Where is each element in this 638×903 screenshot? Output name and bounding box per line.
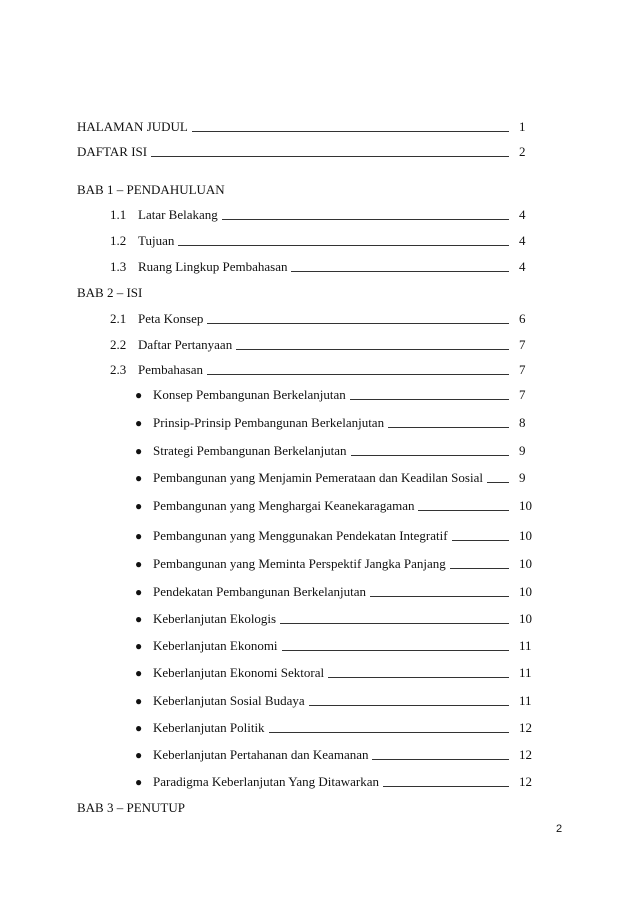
toc-entry-title: Peta Konsep — [138, 311, 204, 326]
toc-entry-page: 4 — [519, 259, 526, 274]
toc-entry-title: Pembahasan — [138, 362, 203, 377]
bullet-icon: ● — [135, 694, 143, 708]
dot-leader — [372, 759, 509, 760]
dot-leader — [309, 705, 509, 706]
section-number: 2.2 — [110, 337, 127, 352]
dot-leader — [328, 677, 509, 678]
toc-entry-title: Konsep Pembangunan Berkelanjutan — [153, 387, 346, 402]
toc-entry-title: Tujuan — [138, 233, 175, 248]
dot-leader — [151, 156, 509, 157]
toc-entry-page: 7 — [519, 337, 526, 352]
toc-entry-title: Keberlanjutan Pertahanan dan Keamanan — [153, 747, 369, 762]
toc-entry-title: Keberlanjutan Ekonomi Sektoral — [153, 665, 325, 680]
toc-entry-page: 9 — [519, 443, 526, 458]
toc-bullet-entry — [135, 497, 541, 515]
toc-bullet-entry — [135, 719, 541, 737]
bullet-icon: ● — [135, 585, 143, 599]
dot-leader — [192, 131, 509, 132]
toc-entry-page: 9 — [519, 470, 526, 485]
dot-leader — [178, 245, 509, 246]
toc-entry-page: 11 — [519, 693, 532, 708]
dot-leader — [269, 732, 509, 733]
dot-leader — [207, 374, 509, 375]
bullet-icon: ● — [135, 499, 143, 513]
dot-leader — [450, 568, 509, 569]
dot-leader — [291, 271, 509, 272]
toc-entry — [110, 310, 541, 328]
dot-leader — [452, 540, 509, 541]
toc-bullet-entry — [135, 583, 541, 601]
toc-entry-title: Keberlanjutan Ekonomi — [153, 638, 278, 653]
bullet-icon: ● — [135, 444, 143, 458]
toc-entry-title: Latar Belakang — [138, 207, 218, 222]
toc-entry-page: 2 — [519, 144, 526, 159]
section-number: 2.1 — [110, 311, 127, 326]
dot-leader — [351, 455, 509, 456]
dot-leader — [350, 399, 509, 400]
bullet-icon: ● — [135, 529, 143, 543]
toc-bullet-entry — [135, 773, 541, 791]
toc-entry-page: 10 — [519, 556, 532, 571]
toc-entry-page: 11 — [519, 665, 532, 680]
toc-entry-title: Keberlanjutan Ekologis — [153, 611, 277, 626]
toc-entry-page: 10 — [519, 611, 532, 626]
toc-entry-title: Keberlanjutan Politik — [153, 720, 265, 735]
toc-entry-title: Strategi Pembangunan Berkelanjutan — [153, 443, 347, 458]
toc-bullet-entry — [135, 746, 541, 764]
bullet-icon: ● — [135, 388, 143, 402]
toc-bullet-entry — [135, 469, 541, 487]
toc-entry-title: Pembangunan yang Menghargai Keanekaragaman — [153, 498, 415, 513]
toc-entry-page: 10 — [519, 528, 532, 543]
toc-entry-page: 8 — [519, 415, 526, 430]
bullet-icon: ● — [135, 721, 143, 735]
toc-entry-title: Ruang Lingkup Pembahasan — [138, 259, 288, 274]
toc-entry-page: 6 — [519, 311, 526, 326]
toc-entry-title: Keberlanjutan Sosial Budaya — [153, 693, 305, 708]
toc-entry-page: 10 — [519, 584, 532, 599]
toc-entry — [110, 258, 541, 276]
toc-entry — [77, 143, 541, 161]
toc-entry-page: 12 — [519, 774, 532, 789]
chapter-heading: BAB 1 – PENDAHULUAN — [77, 182, 225, 197]
toc-entry — [110, 206, 541, 224]
toc-entry-page: 10 — [519, 498, 532, 513]
section-number: 2.3 — [110, 362, 127, 377]
toc-entry — [110, 336, 541, 354]
toc-entry-page: 7 — [519, 362, 526, 377]
dot-leader — [207, 323, 509, 324]
section-number: 1.2 — [110, 233, 127, 248]
toc-bullet-entry — [135, 555, 541, 573]
toc-bullet-entry — [135, 386, 541, 404]
dot-leader — [487, 482, 509, 483]
toc-bullet-entry — [135, 610, 541, 628]
toc-bullet-entry — [135, 527, 541, 545]
bullet-icon: ● — [135, 639, 143, 653]
toc-bullet-entry — [135, 442, 541, 460]
bullet-icon: ● — [135, 416, 143, 430]
bullet-icon: ● — [135, 557, 143, 571]
toc-entry-title: Pembangunan yang Menggunakan Pendekatan Integratif — [153, 528, 448, 543]
toc-entry-title: Paradigma Keberlanjutan Yang Ditawarkan — [153, 774, 379, 789]
toc-entry-page: 12 — [519, 747, 532, 762]
bullet-icon: ● — [135, 612, 143, 626]
toc-entry-page: 11 — [519, 638, 532, 653]
section-number: 1.3 — [110, 259, 127, 274]
toc-entry-page: 1 — [519, 119, 526, 134]
toc-entry-title: HALAMAN JUDUL — [77, 119, 188, 134]
toc-entry-title: DAFTAR ISI — [77, 144, 148, 159]
toc-entry-title: Pembangunan yang Meminta Perspektif Jangka Panjang — [153, 556, 446, 571]
toc-entry-title: Pembangunan yang Menjamin Pemerataan dan Keadilan Sosial — [153, 470, 483, 485]
dot-leader — [280, 623, 509, 624]
toc-entry — [77, 118, 541, 136]
bullet-icon: ● — [135, 748, 143, 762]
toc-entry-title: Daftar Pertanyaan — [138, 337, 233, 352]
dot-leader — [418, 510, 509, 511]
toc-entry-page: 12 — [519, 720, 532, 735]
chapter-heading: BAB 3 – PENUTUP — [77, 800, 185, 815]
toc-bullet-entry — [135, 637, 541, 655]
dot-leader — [388, 427, 509, 428]
dot-leader — [222, 219, 509, 220]
toc-entry — [110, 361, 541, 379]
chapter-heading: BAB 2 – ISI — [77, 285, 143, 300]
bullet-icon: ● — [135, 666, 143, 680]
toc-entry-title: Prinsip-Prinsip Pembangunan Berkelanjutan — [153, 415, 385, 430]
dot-leader — [236, 349, 509, 350]
toc-entry-page: 4 — [519, 207, 526, 222]
page-number: 2 — [556, 823, 563, 835]
toc-entry-title: Pendekatan Pembangunan Berkelanjutan — [153, 584, 366, 599]
toc-bullet-entry — [135, 414, 541, 432]
toc-entry — [110, 232, 541, 250]
dot-leader — [383, 786, 509, 787]
bullet-icon: ● — [135, 775, 143, 789]
toc-entry-page: 4 — [519, 233, 526, 248]
dot-leader — [282, 650, 509, 651]
dot-leader — [370, 596, 509, 597]
toc-bullet-entry — [135, 692, 541, 710]
bullet-icon: ● — [135, 471, 143, 485]
section-number: 1.1 — [110, 207, 127, 222]
toc-bullet-entry — [135, 664, 541, 682]
toc-entry-page: 7 — [519, 387, 526, 402]
